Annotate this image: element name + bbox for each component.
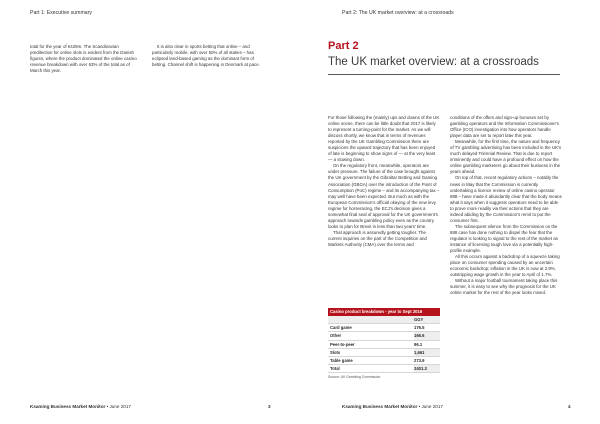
unit-header: GGY [414, 316, 440, 323]
page-number: 3 [268, 404, 271, 409]
row-value: 176.5 [414, 325, 425, 331]
footer-date: • June 2017 [417, 404, 443, 409]
row-value: 1,661 [414, 349, 440, 356]
table-row [328, 341, 440, 349]
table-source: Source: UK Gambling Commission [328, 375, 381, 379]
paragraph: On top of that, recent regulatory actions – notably the news in May that the Commission is currently undertaking a licence review of online casino operator 888 – have made it abundantly clear that the body means what it says when it suggests operators need to be able to prove more readily via their actions that they are indeed abiding by the Commission's remit to put the consumer first. [450, 175, 562, 223]
paragraph: On the regulatory front, meanwhile, operators are under pressure. The failure of the case brought against the UK government by the Gibraltar Betting and Gaming Association (GBGA) over the introduction of the Point of Consumption (PoC) regime – and its accompanying tax – may well have been expected. But much as with the European Commission's official okaying of the new levy regime for horseracing, the ECJ's decision gives a somewhat final seal of approval for the UK government's approach towards gambling policy even as the country looks to plan for Brexit in less than two years' time. [328, 163, 440, 229]
paragraph: total for the year of €429m. The Scandinavian predilection for online slots is evident from the Danish figures, where the product dominated the online casino revenue breakdown with over 63% of the total as of March this year. [30, 44, 137, 74]
table-header-row [328, 316, 440, 324]
table-title: Casino product breakdown - year to Sept 2016 [328, 308, 440, 316]
paragraph: It is also clear in sports betting that online – and particularly mobile, with over 50% of all stakes – has eclipsed land-based gaming as the dominant form of betting. Channel shift is happening in Denmark at pace. [152, 44, 260, 68]
paragraph: The subsequent silence from the Commission on the 888 case has done nothing to dispel the fear that the regulator is looking to signal to the rest of the market an instance of licensing tough love via a potentially high-profile example. [450, 223, 559, 254]
row-label: Peer-to-peer [330, 341, 355, 347]
table-row [328, 365, 440, 373]
footer-date: • June 2017 [105, 404, 131, 409]
casino-breakdown-table [328, 308, 440, 373]
table-row [328, 357, 440, 365]
row-value: 2401.3 [414, 365, 440, 372]
footer-brand [342, 404, 443, 409]
row-label: Total [330, 366, 340, 372]
left-column-1 [30, 44, 140, 74]
paragraph: Meanwhile, for the first time, the nature and frequency of TV gambling advertising has been included in the UK's much delayed Triennial Review. That is due to report imminently and could have a profound effect on how the online gambling marketers go about their business in the years ahead. [450, 139, 562, 175]
running-head: Part 1: Executive summary [30, 10, 92, 16]
paragraph: Without a major football tournament taking place this summer, it is easy to see why the prognosis for the UK online market for the rest of the year looks mixed. [450, 278, 558, 296]
title-rule [328, 74, 560, 75]
part-label: Part 2 [328, 40, 359, 52]
left-column-2 [152, 44, 266, 68]
paragraph: For those following the (mainly) ups and downs of the UK online scene, there can be little doubt that 2017 is likely to represent a turning-point for the market. As we will discuss shortly, we know that in terms of revenues reported by the UK Gambling Commission there are suspicions the upward trajectory that has been enjoyed of late is beginning to show signs of — at the very least — a slowing down. [328, 115, 440, 163]
running-head: Part 2: The UK market overview: at a crossroads [342, 10, 454, 16]
table-row [328, 349, 440, 357]
right-column-1 [328, 115, 440, 248]
part-title: The UK market overview: at a crossroads [328, 56, 539, 68]
right-page [300, 0, 600, 424]
paragraph: conditions of the offers and sign-up bonuses set by gambling operators and the Information Commissioner's Office (ICO) investigation into how operators handle player data are set to report later this year. [450, 115, 559, 139]
row-label: Other [330, 333, 342, 339]
row-value: 273.9 [414, 357, 425, 363]
paragraph: All this occurs against a backdrop of a squeeze taking place on consumer spending caused by an uncertain economic backdrop; inflation in the UK is now at 2.9%, outstripping wage growth in the year to April of 1.7%. [450, 254, 560, 278]
row-value: 96.1 [414, 341, 423, 347]
table-row [328, 332, 440, 340]
footer-publication: Ksaming Business Market Monitor [30, 404, 106, 409]
footer-publication: Ksaming Business Market Monitor [342, 404, 418, 409]
right-column-2 [450, 115, 562, 296]
row-label: Table game [330, 357, 353, 363]
paragraph: That approach is assuredly getting tougher. The current inquiries on the part of the Competition and Markets Authority (CMA) over the terms and [328, 229, 427, 247]
row-value: 166.6 [414, 332, 440, 339]
table-row [328, 324, 440, 332]
page-number: 4 [568, 404, 571, 409]
row-label: Card game [330, 325, 352, 331]
footer-brand [30, 404, 131, 409]
row-label: Slots [330, 349, 341, 355]
